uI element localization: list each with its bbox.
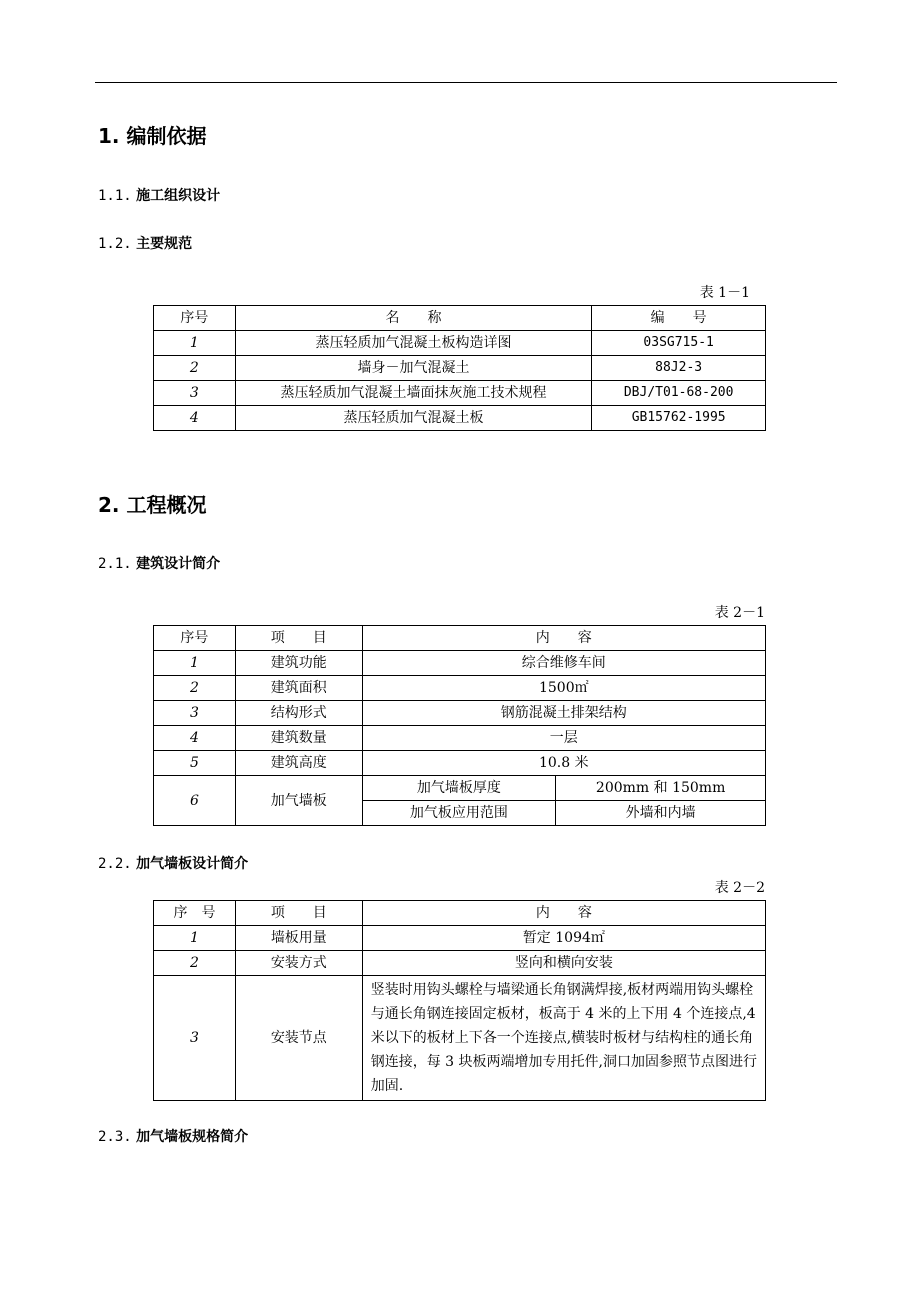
table-row (154, 951, 766, 976)
item-cell: 结构形式 (235, 701, 362, 726)
item-cell: 建筑数量 (235, 726, 362, 751)
row-number: 2 (154, 356, 236, 381)
table-row (154, 726, 766, 751)
header-cell: 内 容 (362, 901, 765, 926)
section-2-2-heading (98, 855, 248, 873)
row-number: 3 (154, 701, 236, 726)
building-design-table (153, 625, 766, 826)
row-number: 1 (154, 651, 236, 676)
section-2-3-heading (98, 1128, 248, 1146)
content-cell: 暂定 1094㎡ (362, 926, 765, 951)
content-cell: 钢筋混凝土排架结构 (362, 701, 765, 726)
section-number: 1.2. (98, 236, 132, 252)
table-row (154, 676, 766, 701)
section-title: 施工组织设计 (136, 188, 221, 204)
section-2-title: 2. 工程概况 (98, 493, 207, 517)
section-title: 主要规范 (136, 236, 193, 252)
table-row (154, 331, 766, 356)
sub-item-cell: 加气板应用范围 (362, 801, 556, 826)
row-number: 3 (154, 381, 236, 406)
section-1-title: 1. 编制依据 (98, 124, 207, 148)
row-number: 2 (154, 951, 236, 976)
section-title: 加气墙板规格简介 (136, 1129, 249, 1145)
sub-content-cell: 200mm 和 150mm (556, 776, 766, 801)
table-header-row (154, 901, 766, 926)
header-rule (95, 82, 837, 83)
content-cell: 1500㎡ (362, 676, 765, 701)
table-2-2-caption: 表 2－2 (714, 880, 765, 896)
table-row (154, 976, 766, 1101)
table-row (154, 926, 766, 951)
standard-code: 88J2-3 (592, 356, 766, 381)
section-number: 1.1. (98, 188, 132, 204)
standard-code: GB15762-1995 (592, 406, 766, 431)
table-row (154, 701, 766, 726)
section-number: 2.3. (98, 1129, 132, 1145)
section-2-1-heading (98, 555, 220, 573)
item-cell: 建筑功能 (235, 651, 362, 676)
standard-code: 03SG715-1 (592, 331, 766, 356)
table-header-row (154, 626, 766, 651)
table-row (154, 651, 766, 676)
standard-name: 蒸压轻质加气混凝土墙面抹灰施工技术规程 (235, 381, 592, 406)
table-1-caption: 表 1－1 (699, 285, 750, 301)
section-number: 2.1. (98, 556, 132, 572)
row-number: 5 (154, 751, 236, 776)
header-cell: 名 称 (235, 306, 592, 331)
wall-panel-design-table (153, 900, 766, 1101)
content-cell: 10.8 米 (362, 751, 765, 776)
header-cell: 项 目 (235, 626, 362, 651)
header-cell: 项 目 (235, 901, 362, 926)
table-row (154, 406, 766, 431)
standards-table (153, 305, 766, 431)
sub-content-cell: 外墙和内墙 (556, 801, 766, 826)
standard-code: DBJ/T01-68-200 (592, 381, 766, 406)
section-title: 加气墙板设计简介 (136, 856, 249, 872)
section-title: 建筑设计简介 (136, 556, 221, 572)
table-row (154, 356, 766, 381)
section-number: 2.2. (98, 856, 132, 872)
row-number: 6 (154, 776, 236, 826)
section-1-1-heading (98, 187, 220, 205)
table-2-1-caption: 表 2－1 (714, 605, 765, 621)
content-cell: 竖装时用钩头螺栓与墙梁通长角钢满焊接,板材两端用钩头螺栓与通长角钢连接固定板材，板高于 4 米的上下用 4 个连接点,4 米以下的板材上下各一个连接点,横装时板材与结构柱的通长角钢连接，每 3 块板两端增加专用托件,洞口加固参照节点图进行加固. (362, 976, 765, 1101)
header-cell: 序号 (154, 626, 236, 651)
table-row (154, 751, 766, 776)
content-cell: 竖向和横向安装 (362, 951, 765, 976)
table-row (154, 381, 766, 406)
table-header-row (154, 306, 766, 331)
content-cell: 一层 (362, 726, 765, 751)
row-number: 1 (154, 926, 236, 951)
header-cell: 序 号 (154, 901, 236, 926)
row-number: 2 (154, 676, 236, 701)
item-cell: 建筑面积 (235, 676, 362, 701)
item-cell: 墙板用量 (235, 926, 362, 951)
row-number: 4 (154, 406, 236, 431)
standard-name: 蒸压轻质加气混凝土板构造详图 (235, 331, 592, 356)
row-number: 4 (154, 726, 236, 751)
item-cell: 安装节点 (235, 976, 362, 1101)
header-cell: 编 号 (592, 306, 766, 331)
content-cell: 综合维修车间 (362, 651, 765, 676)
standard-name: 墙身－加气混凝土 (235, 356, 592, 381)
table-row (154, 776, 766, 801)
header-cell: 序号 (154, 306, 236, 331)
standard-name: 蒸压轻质加气混凝土板 (235, 406, 592, 431)
row-number: 3 (154, 976, 236, 1101)
sub-item-cell: 加气墙板厚度 (362, 776, 556, 801)
header-cell: 内 容 (362, 626, 765, 651)
item-cell: 建筑高度 (235, 751, 362, 776)
item-cell: 安装方式 (235, 951, 362, 976)
section-1-2-heading (98, 235, 192, 253)
item-cell: 加气墙板 (235, 776, 362, 826)
row-number: 1 (154, 331, 236, 356)
